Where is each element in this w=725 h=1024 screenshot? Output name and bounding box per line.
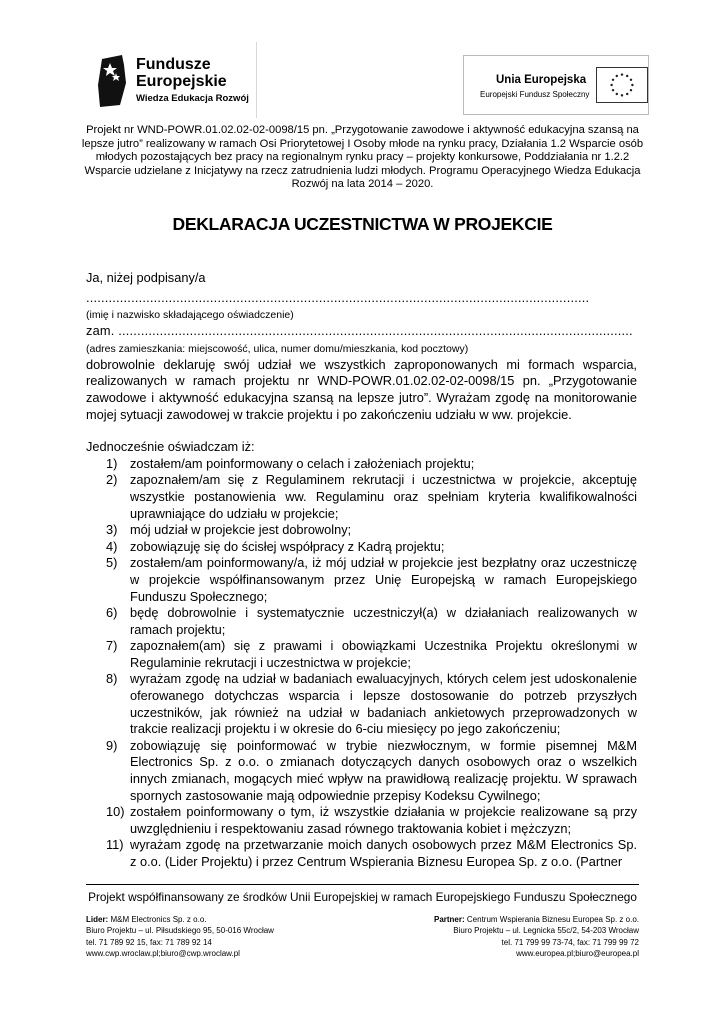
address-caption: (adres zamieszkania: miejscowość, ulica, numer domu/mieszkania, kod pocztowy) (86, 342, 469, 355)
partner-phone: tel. 71 799 99 73-74, fax: 71 799 99 72 (501, 937, 639, 947)
name-caption: (imię i nazwisko składającego oświadczenie) (86, 309, 294, 322)
list-item (106, 837, 637, 870)
leader-name: M&M Electronics Sp. z o.o. (110, 915, 207, 924)
item-text: zostałem/am poinformowany o celach i założeniach projektu; (130, 455, 475, 471)
fundusze-europejskie-emblem-icon (96, 55, 128, 107)
list-item (106, 605, 637, 638)
item-text: mój udział w projekcie jest dobrowolny; (130, 522, 352, 538)
declaration-text: dobrowolnie deklaruję swój udział we wszystkich zaproponowanych mi formach wsparcia, realizowanych w ramach projektu nr WND-POWR.01.02.02-02-0098/15 pn. „Przygotowanie zawodowe i aktywność edukacyjna szansą na lepsze jutro”. Wyrażam zgodę na monitorowanie mojej sytuacji zawodowej w trakcie projektu i po zakończeniu udziału w ww. projekcie. (86, 356, 637, 422)
list-item (106, 522, 637, 539)
fe-logo-line1: Fundusze (136, 56, 211, 73)
statements-intro: Jednocześnie oświadczam iż: (86, 439, 255, 455)
item-number: 4) (106, 538, 118, 554)
footer-divider (86, 884, 639, 885)
item-number: 3) (106, 522, 118, 538)
item-text: zapoznałem(am) się z prawami i obowiązkami Uczestnika Projektu określonymi w Regulaminie rekrutacji i uczestnictwa w projekcie; (130, 638, 637, 670)
eu-flag-icon (596, 67, 648, 103)
item-text: zostałem/am poinformowany/a, iż mój udział w projekcie jest bezpłatny oraz uczestniczę w projekcie współfinansowanym przez Unię Europejską w ramach Europejskiego Funduszu Społecznego; (130, 555, 637, 604)
address-field[interactable]: zam. ......................................................................................................................................... (86, 323, 633, 339)
partner-address: Biuro Projektu – ul. Legnicka 55c/2, 54-203 Wrocław (453, 926, 639, 936)
list-item (106, 539, 637, 556)
footer-cofinancing-note: Projekt współfinansowany ze środków Unii Europejskiej w ramach Europejskiego Funduszu Społecznego (88, 890, 637, 904)
item-text: zobowiązuję się poinformować w trybie niezwłocznym, w formie pisemnej M&M Electronics Sp. z o.o. o zmianach dotyczących danych osobowych oraz o wszelkich innych zmianach, mogących mieć wpływ na prawidłową realizację projektu. W sprawach spornych zastosowanie mają odpowiednie przepisy Kodeksu Cywilnego; (130, 737, 637, 803)
item-text: zapoznałem/am się z Regulaminem rekrutacji i uczestnictwa w projekcie, akceptuję wszystkie postanowienia ww. Regulaminu oraz spełniam kryteria kwalifikowalności uprawniające do udziału w projekcie; (130, 472, 637, 521)
item-number: 11) (106, 837, 124, 853)
statements-list (86, 456, 637, 871)
ue-logo-line2: Europejski Fundusz Społeczny (480, 90, 590, 99)
leader-address: Biuro Projektu – ul. Piłsudskiego 95, 50-016 Wrocław (86, 926, 274, 936)
list-item (106, 472, 637, 522)
fe-logo-line3: Wiedza Edukacja Rozwój (136, 93, 249, 104)
item-text: wyrażam zgodę na przetwarzanie moich danych osobowych przez M&M Electronics Sp. z o.o. (Lider Projektu) i przez Centrum Wspierania Biznesu Europea Sp. z o.o. (Partner (130, 837, 637, 869)
partner-label: Partner: (433, 915, 465, 924)
item-number: 5) (106, 555, 118, 571)
project-info: Projekt nr WND-POWR.01.02.02-02-0098/15 pn. „Przygotowanie zawodowe i aktywność edukacyjna szansą na lepsze jutro” realizowany w ramach Osi Priorytetowej I Osoby młode na rynku pracy, Działania 1.2 Wsparcie osób młodych pozostających bez pracy na regionalnym rynku pracy – projekty konkursowe, Poddziałania nr 1.2.2 Wsparcie udzielane z Inicjatywy na rzecz zatrudnienia ludzi młodych. Programu Operacyjnego Wiedza Edukacja Rozwój na lata 2014 – 2020. (81, 124, 644, 191)
ue-logo-line1: Unia Europejska (496, 74, 587, 86)
list-item (106, 738, 637, 804)
item-text: wyrażam zgodę na udział w badaniach ewaluacyjnych, których celem jest udoskonalenie oferowanego dotychczas wsparcia i lepsze dostosowanie do potrzeb przyszłych uczestników, jak również na udział w badaniach ankietowych przeprowadzonych w trakcie realizacji projektu i w okresie do 6-ciu miesięcy po jego zakończeniu; (130, 671, 637, 737)
item-number: 2) (106, 472, 118, 488)
list-item (106, 804, 637, 837)
list-item (106, 638, 637, 671)
leader-phone: tel. 71 789 92 15, fax: 71 789 92 14 (86, 937, 212, 947)
list-item (106, 456, 637, 473)
list-item (106, 671, 637, 737)
intro-text: Ja, niżej podpisany/a (86, 270, 206, 285)
fundusze-europejskie-logo (92, 52, 262, 120)
item-number: 8) (106, 671, 118, 687)
name-field[interactable]: ...................................................................................................................................... (86, 289, 590, 305)
list-item (106, 555, 637, 605)
page-title: DEKLARACJA UCZESTNICTWA W PROJEKCIE (172, 214, 553, 234)
item-number: 1) (106, 455, 118, 471)
header-divider (256, 42, 257, 118)
item-number: 7) (106, 638, 118, 654)
leader-label: Lider: (86, 915, 109, 924)
footer-partner-contact (434, 914, 639, 959)
footer-leader-contact (86, 914, 274, 959)
partner-web-email[interactable]: www.europea.pl;biuro@europea.pl (516, 948, 639, 958)
item-text: zobowiązuję się do ścisłej współpracy z Kadrą projektu; (130, 538, 445, 554)
item-number: 6) (106, 605, 118, 621)
item-number: 10) (106, 804, 125, 820)
fe-logo-line2: Europejskie (136, 73, 227, 90)
item-text: zostałem poinformowany o tym, iż wszystkie działania w projekcie realizowane są przy uwzględnieniu i respektowaniu zasad równego traktowania kobiet i mężczyzn; (130, 804, 637, 836)
leader-web-email[interactable]: www.cwp.wroclaw.pl;biuro@cwp.wroclaw.pl (86, 948, 240, 958)
declaration-body (86, 270, 637, 871)
spacer (86, 423, 637, 439)
item-number: 9) (106, 737, 118, 753)
item-text: będę dobrowolnie i systematycznie uczestniczył(a) w działaniach realizowanych w ramach projektu; (130, 605, 637, 637)
partner-name: Centrum Wspierania Biznesu Europea Sp. z o.o. (466, 915, 639, 924)
